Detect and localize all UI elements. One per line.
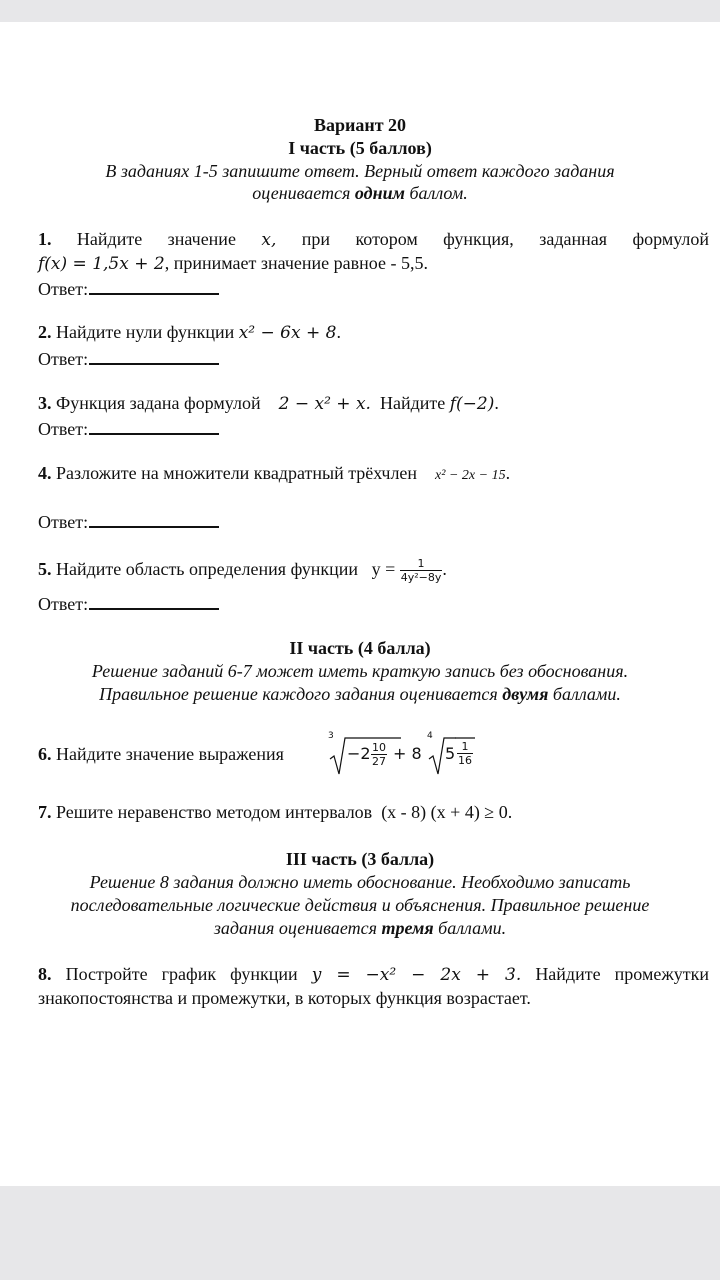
task-8-line2: знакопостоянства и промежутки, в которых функция возрастает. [38,988,531,1008]
task-5: 5. Найдите область определения функции y = $\frac{1}{\text{4y²−8y}}$ . [38,557,447,585]
root2-overbar [455,734,475,740]
task-6-text: 6. Найдите значение выражения [38,744,284,764]
part1-note-line1: В заданиях 1-5 запишите ответ. Верный ответ каждого задания [105,161,615,181]
top-bar [0,0,720,22]
answer-line-5: Ответ: [38,591,219,615]
root2-index: 4 [427,731,433,741]
answer-blank-2[interactable] [89,346,219,365]
task-2: 2. Найдите нули функции x² − 6x + 8. [38,322,341,343]
root2-whole: 5 [445,744,456,763]
part1-title: I часть (5 баллов) [288,138,432,158]
plus-8: + 8 [393,744,422,763]
part2-note-line2: Правильное решение каждого задания оценивается двумя баллами. [99,684,621,704]
answer-blank-3[interactable] [89,416,219,435]
answer-line-1: Ответ: [38,276,219,300]
root2-fraction: $\frac{1}{16}$ [458,740,472,767]
task-6-expression [326,731,456,776]
task-5-fraction: $\frac{1}{\text{4y²−8y}}$ [400,557,442,585]
document-page [0,22,720,1186]
answer-line-2: Ответ: [38,346,219,370]
task-3: 3. Функция задана формулой 2 − x² + x. Найдите f(−2). [38,393,499,414]
answer-blank-4[interactable] [89,509,219,528]
part3-note-line2: последовательные логические действия и объяснения. Правильное решение [70,895,650,915]
answer-blank-5[interactable] [89,591,219,610]
root1-index: 3 [328,731,334,741]
task-1-line1: 1. Найдите значение x, при котором функция, заданная формулой [38,229,710,250]
root1-fraction: $\frac{10}{27}$ [372,741,386,768]
task-7-formula: (x - 8) (x + 4) ≥ 0. [381,802,513,822]
part3-note-line1: Решение 8 задания должно иметь обоснование. Необходимо записать [89,872,631,892]
task-8-formula: y = −x² − 2x + 3. [311,965,522,985]
task-1-line2: f(x) = 1,5x + 2, принимает значение равное - 5,5. [38,253,428,274]
task-1-formula: f(x) = 1,5x + 2 [38,254,165,274]
task-7: 7. Решите неравенство методом интервалов (x - 8) (x + 4) ≥ 0. [38,802,513,822]
part2-title: II часть (4 балла) [289,638,431,658]
answer-line-4: Ответ: [38,509,219,533]
answer-line-3: Ответ: [38,416,219,440]
root1-whole: −2 [347,744,371,763]
part3-title: III часть (3 балла) [285,849,435,869]
part1-note-line2: оценивается одним баллом. [252,183,468,203]
variant-title: Вариант 20 [313,115,407,135]
task-8-line1: 8. Постройте график функции y = −x² − 2x + 3. Найдите промежутки [38,964,710,985]
task-4: 4. Разложите на множители квадратный трёхчлен x² − 2x − 15. [38,463,511,483]
answer-blank-1[interactable] [89,276,219,295]
part3-note-line3: задания оценивается тремя баллами. [213,918,507,938]
part2-note-line1: Решение заданий 6-7 может иметь краткую запись без обоснования. [91,661,629,681]
bottom-bar [0,1186,720,1280]
radical-signs [326,734,456,776]
